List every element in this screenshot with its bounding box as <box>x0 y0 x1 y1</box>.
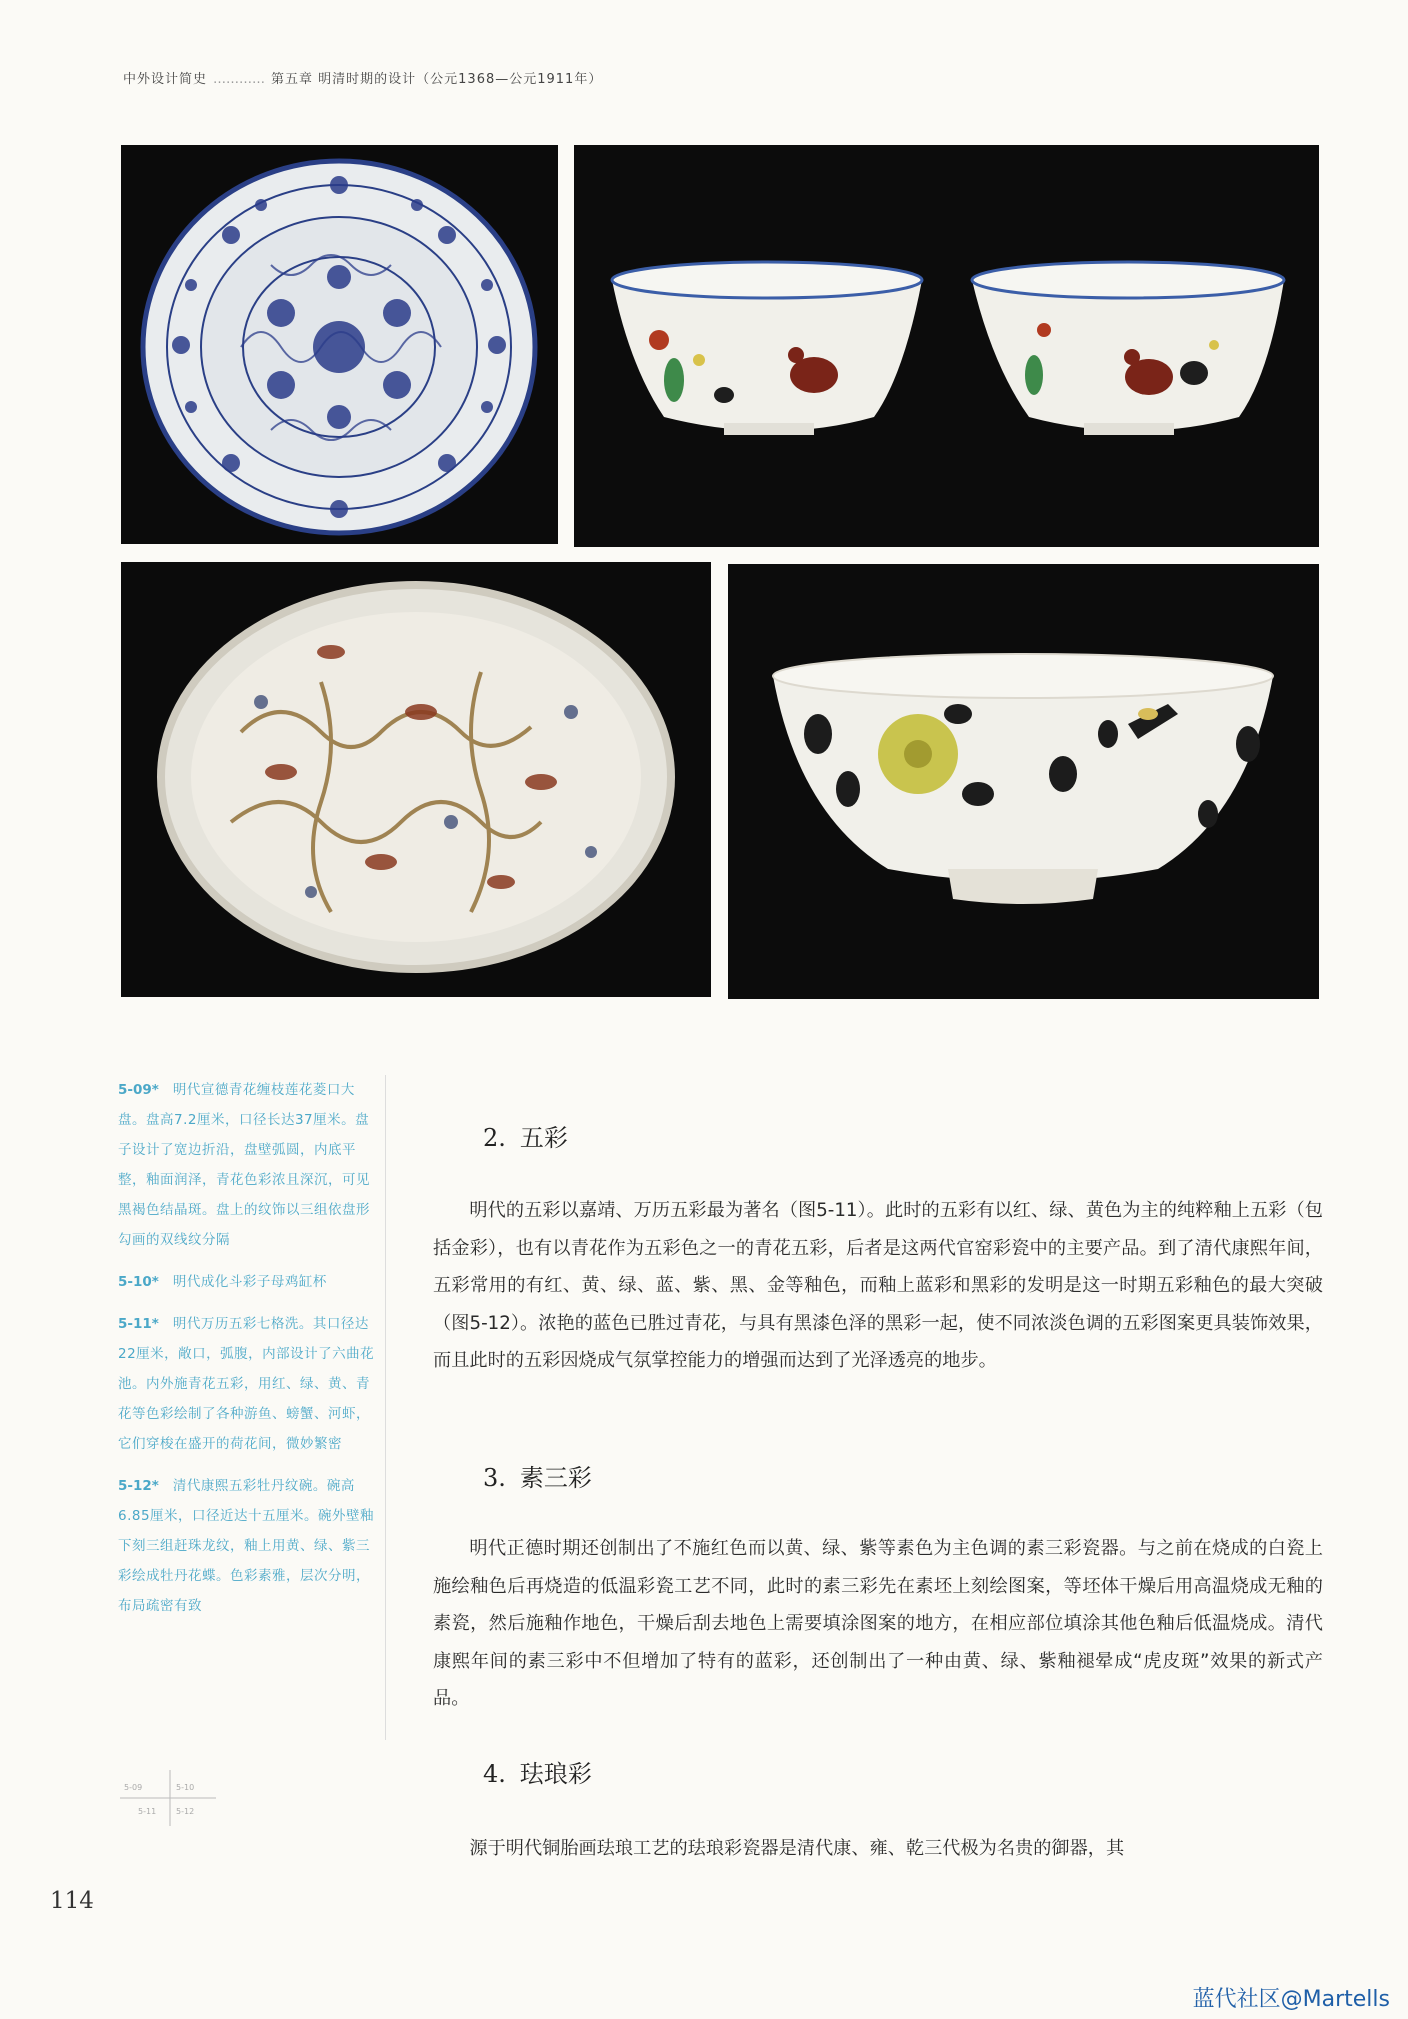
section-body-falangcai: 源于明代铜胎画珐琅工艺的珐琅彩瓷器是清代康、雍、乾三代极为名贵的御器，其 <box>469 1838 1125 1859</box>
caption-column <box>118 1075 380 1633</box>
caption-number: 5-11* <box>118 1316 159 1332</box>
caption-text: 明代成化斗彩子母鸡缸杯 <box>172 1274 327 1290</box>
section-number: 2. <box>483 1124 506 1152</box>
chapter-title: 第五章 明清时期的设计（公元1368—公元1911年） <box>271 72 603 87</box>
section-title-falangcai <box>483 1754 592 1789</box>
caption-text: 明代宣德青花缠枝莲花菱口大盘。盘高7.2厘米，口径长达37厘米。盘子设计了宽边折沿，盘壁弧圆，内底平整，釉面润泽，青花色彩浓且深沉，可见黑褐色结晶斑。盘上的纹饰以三组依盘形勾画的双线纹分隔 <box>118 1082 370 1248</box>
caption-text: 明代万历五彩七格洗。其口径达22厘米，敞口，弧腹，内部设计了六曲花池。内外施青花五彩，用红、绿、黄、青花等色彩绘制了各种游鱼、螃蟹、河虾，它们穿梭在盛开的荷花间，微妙繁密 <box>118 1316 375 1452</box>
section-heading: 素三彩 <box>519 1464 592 1492</box>
section-body-wucai: 明代的五彩以嘉靖、万历五彩最为著名（图5-11）。此时的五彩有以红、绿、黄色为主的纯粹釉上五彩（包括金彩），也有以青花作为五彩色之一的青花五彩，后者是这两代官窑彩瓷中的主要产品。到了清代康熙年间，五彩常用的有红、黄、绿、蓝、紫、黑、金等釉色，而釉上蓝彩和黑彩的发明是这一时期五彩釉色的最大突破（图5-12）。浓艳的蓝色已胜过青花，与具有黑漆色泽的黑彩一起，使不同浓淡色调的五彩图案更具装饰效果，而且此时的五彩因烧成气氛掌控能力的增强而达到了光泽透亮的地步。 <box>433 1200 1323 1371</box>
book-title: 中外设计简史 <box>123 72 208 87</box>
section-title-wucai <box>483 1118 568 1153</box>
caption-5-10 <box>118 1267 380 1297</box>
photo-5-10-chicken-cups <box>574 145 1319 547</box>
caption-5-11 <box>118 1309 380 1459</box>
caption-number: 5-10* <box>118 1274 159 1290</box>
caption-5-09 <box>118 1075 380 1255</box>
page-number: 114 <box>50 1888 94 1914</box>
column-divider <box>385 1075 386 1740</box>
running-header <box>123 68 602 87</box>
leader-dots: ………… <box>213 72 266 87</box>
caption-text: 清代康熙五彩牡丹纹碗。碗高6.85厘米，口径近达十五厘米。碗外壁釉下刻三组赶珠龙纹，釉上用黄、绿、紫三彩绘成牡丹花蝶。色彩素雅，层次分明，布局疏密有致 <box>118 1478 375 1614</box>
section-heading: 五彩 <box>519 1124 568 1152</box>
caption-5-12 <box>118 1471 380 1621</box>
section-heading: 珐琅彩 <box>519 1760 592 1788</box>
watermark: 蓝代社区@Martells <box>1192 1987 1390 2012</box>
photo-5-11-wucai-washer <box>121 562 711 997</box>
photo-5-09-blue-white-dish <box>121 145 558 544</box>
section-number: 4. <box>483 1760 506 1788</box>
section-body-susancai: 明代正德时期还创制出了不施红色而以黄、绿、紫等素色为主色调的素三彩瓷器。与之前在烧成的白瓷上施绘釉色后再烧造的低温彩瓷工艺不同，此时的素三彩先在素坯上刻绘图案，等坯体干燥后用高温烧成无釉的素瓷，然后施釉作地色，干燥后刮去地色上需要填涂图案的地方，在相应部位填涂其他色釉后低温烧成。清代康熙年间的素三彩中不但增加了特有的蓝彩，还创制出了一种由黄、绿、紫釉褪晕成“虎皮斑”效果的新式产品。 <box>433 1538 1323 1709</box>
section-title-susancai <box>483 1458 592 1493</box>
key-5-10: 5-10 <box>176 1783 195 1792</box>
figure-layout-key <box>118 1768 218 1828</box>
key-5-11: 5-11 <box>138 1807 157 1816</box>
photo-5-12-peony-bowl <box>728 564 1319 999</box>
caption-number: 5-09* <box>118 1082 159 1098</box>
section-number: 3. <box>483 1464 506 1492</box>
key-5-09: 5-09 <box>124 1783 143 1792</box>
caption-number: 5-12* <box>118 1478 159 1494</box>
key-5-12: 5-12 <box>176 1807 195 1816</box>
